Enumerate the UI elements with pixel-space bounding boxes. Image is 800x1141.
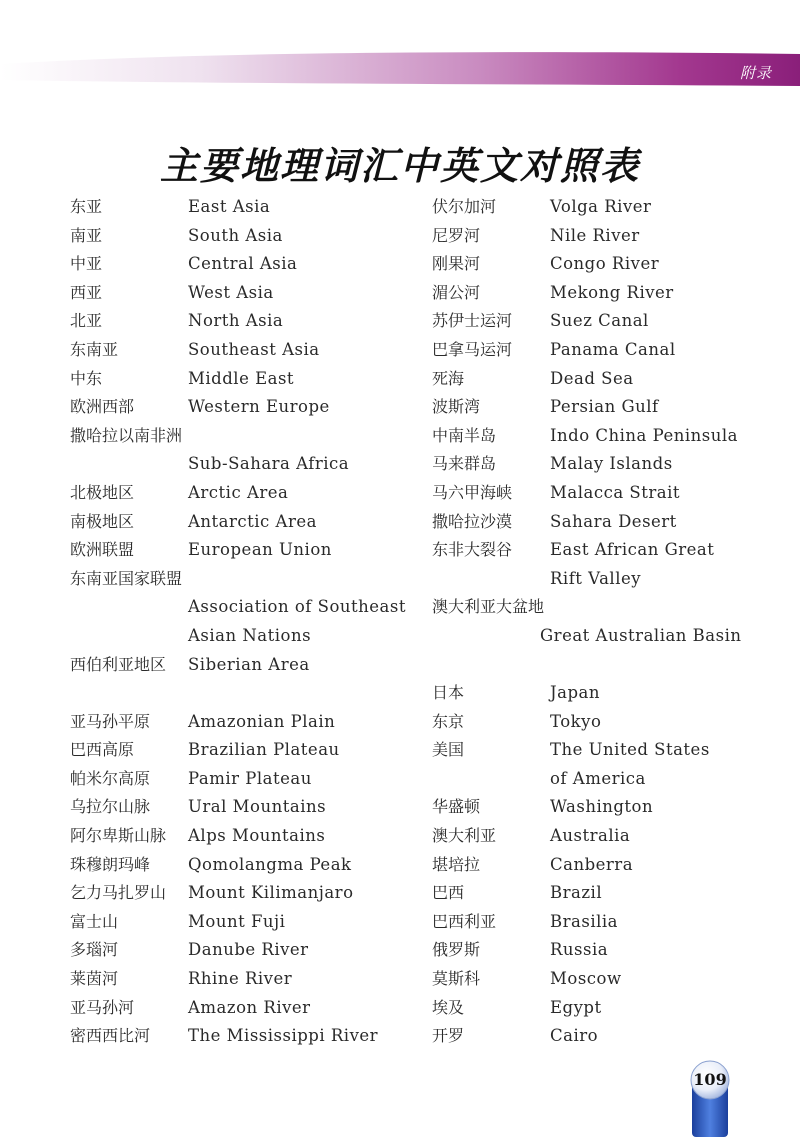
term-chinese: 开罗 <box>432 1026 465 1046</box>
glossary-row <box>70 736 410 765</box>
glossary-row <box>432 250 772 279</box>
header-band-graphic <box>0 50 800 90</box>
term-chinese: 西伯利亚地区 <box>70 654 167 674</box>
page-title: 主要地理词汇中英文对照表 <box>159 144 640 188</box>
term-english: West Asia <box>188 282 274 302</box>
term-english: Western Europe <box>188 397 330 417</box>
term-english: Ural Mountains <box>188 797 327 817</box>
glossary-row <box>432 965 772 994</box>
term-english: Indo China Peninsula <box>550 425 738 445</box>
glossary-row <box>432 336 772 365</box>
term-chinese: 亚马孙河 <box>70 997 135 1017</box>
glossary-row <box>70 508 410 537</box>
glossary-row <box>70 450 410 479</box>
term-english: East African Great <box>550 540 715 560</box>
glossary-row <box>70 765 410 794</box>
term-chinese: 刚果河 <box>432 254 481 274</box>
glossary-row <box>432 307 772 336</box>
term-chinese: 东南亚国家联盟 <box>70 568 183 588</box>
glossary-row <box>70 822 410 851</box>
glossary-row <box>70 193 410 222</box>
page-number: 109 <box>693 1070 727 1089</box>
term-chinese: 中亚 <box>70 254 103 274</box>
glossary-row <box>70 1022 410 1051</box>
term-chinese: 澳大利亚 <box>432 826 497 846</box>
glossary-row <box>70 908 410 937</box>
glossary-row <box>432 593 772 622</box>
term-english: Alps Mountains <box>188 826 326 846</box>
section-label: 附录 <box>739 64 772 82</box>
glossary-row <box>432 193 772 222</box>
glossary-row <box>432 393 772 422</box>
term-english: Sub-Sahara Africa <box>188 454 350 474</box>
term-english: Rift Valley <box>550 568 642 588</box>
left-glossary-column <box>70 193 410 1051</box>
term-english: Australia <box>550 826 631 846</box>
term-chinese: 莱茵河 <box>70 969 119 989</box>
term-english: Mount Kilimanjaro <box>188 883 354 903</box>
glossary-row <box>432 651 772 680</box>
term-english: Great Australian Basin <box>540 625 742 645</box>
header-band <box>0 50 800 90</box>
term-english: Sahara Desert <box>550 511 677 531</box>
glossary-row <box>70 422 410 451</box>
glossary-row <box>70 479 410 508</box>
term-chinese: 东京 <box>432 711 465 731</box>
term-english: Volga River <box>550 197 652 216</box>
term-english: Persian Gulf <box>550 397 659 417</box>
glossary-row <box>70 994 410 1023</box>
term-chinese: 南极地区 <box>70 511 135 531</box>
term-chinese: 巴拿马运河 <box>432 339 513 359</box>
glossary-row <box>432 508 772 537</box>
term-chinese: 死海 <box>432 368 465 388</box>
term-english: European Union <box>188 540 332 560</box>
term-chinese: 澳大利亚大盆地 <box>432 597 545 617</box>
glossary-row <box>432 879 772 908</box>
glossary-row <box>70 336 410 365</box>
term-english: Central Asia <box>188 254 298 274</box>
term-english: Antarctic Area <box>188 511 317 531</box>
term-english: Association of Southeast <box>188 597 406 617</box>
glossary-row <box>70 679 410 708</box>
term-english: The Mississippi River <box>188 1026 379 1046</box>
glossary-row <box>70 965 410 994</box>
glossary-row <box>70 536 410 565</box>
glossary-row <box>432 450 772 479</box>
term-english: Danube River <box>188 940 309 960</box>
term-english: Brazil <box>550 883 603 903</box>
term-english: Canberra <box>550 854 634 874</box>
glossary-row <box>70 851 410 880</box>
term-english: Rhine River <box>188 969 293 989</box>
term-english: Moscow <box>550 969 622 989</box>
glossary-row <box>432 765 772 794</box>
term-chinese: 中东 <box>70 368 103 388</box>
term-english: Russia <box>550 940 609 960</box>
term-english: Nile River <box>550 225 640 245</box>
glossary-row <box>70 393 410 422</box>
term-chinese: 欧洲联盟 <box>70 540 135 560</box>
term-chinese: 珠穆朗玛峰 <box>70 854 151 874</box>
term-chinese: 湄公河 <box>432 282 481 302</box>
term-english: Mount Fuji <box>188 911 286 931</box>
glossary-row <box>70 593 410 622</box>
term-chinese: 巴西利亚 <box>432 911 497 931</box>
glossary-row <box>432 936 772 965</box>
term-english: Panama Canal <box>550 339 676 359</box>
term-english: Asian Nations <box>188 625 312 645</box>
glossary-row <box>432 1022 772 1051</box>
glossary-row <box>70 222 410 251</box>
term-chinese: 俄罗斯 <box>432 940 481 960</box>
term-english: Amazonian Plain <box>188 711 336 731</box>
term-chinese: 中南半岛 <box>432 425 497 445</box>
term-chinese: 东南亚 <box>70 339 119 359</box>
term-chinese: 尼罗河 <box>432 225 481 245</box>
term-chinese: 巴西高原 <box>70 740 135 760</box>
term-chinese: 南亚 <box>70 225 103 245</box>
term-chinese: 密西西比河 <box>70 1026 151 1046</box>
term-chinese: 波斯湾 <box>432 397 481 417</box>
term-english: Qomolangma Peak <box>188 854 352 874</box>
term-english: Siberian Area <box>188 654 310 674</box>
glossary-row <box>70 250 410 279</box>
glossary-row <box>432 679 772 708</box>
glossary-row <box>70 793 410 822</box>
term-english: Cairo <box>550 1026 599 1046</box>
term-english: Malay Islands <box>550 454 673 474</box>
glossary-row <box>432 622 772 651</box>
term-english: The United States <box>550 740 710 760</box>
term-chinese: 日本 <box>432 683 465 703</box>
term-english: Brasilia <box>550 911 618 931</box>
term-english: Pamir Plateau <box>188 768 312 788</box>
term-chinese: 伏尔加河 <box>432 197 497 216</box>
term-chinese: 马六甲海峡 <box>432 482 513 502</box>
term-chinese: 西亚 <box>70 282 103 302</box>
term-chinese: 撒哈拉沙漠 <box>432 511 513 531</box>
glossary-row <box>70 879 410 908</box>
term-chinese: 北极地区 <box>70 482 135 502</box>
term-english: Mekong River <box>550 282 674 302</box>
glossary-row <box>70 565 410 594</box>
glossary-row <box>432 565 772 594</box>
term-english: Congo River <box>550 254 660 274</box>
glossary-row <box>432 365 772 394</box>
term-english: Brazilian Plateau <box>188 740 340 760</box>
glossary-row <box>432 479 772 508</box>
term-chinese: 欧洲西部 <box>70 397 135 417</box>
term-english: Washington <box>550 797 654 817</box>
glossary-row <box>70 622 410 651</box>
term-english: Egypt <box>550 997 602 1017</box>
term-chinese: 巴西 <box>432 883 465 903</box>
term-chinese: 乞力马扎罗山 <box>70 883 167 903</box>
glossary-row <box>70 936 410 965</box>
glossary-row <box>70 708 410 737</box>
term-english: East Asia <box>188 197 271 216</box>
term-chinese: 苏伊士运河 <box>432 311 513 331</box>
term-chinese: 撒哈拉以南非洲 <box>70 425 183 445</box>
term-chinese: 阿尔卑斯山脉 <box>70 826 167 846</box>
term-chinese: 富士山 <box>70 911 119 931</box>
glossary-row <box>70 307 410 336</box>
glossary-row <box>432 279 772 308</box>
glossary-row <box>70 365 410 394</box>
term-chinese: 马来群岛 <box>432 454 497 474</box>
term-english: Suez Canal <box>550 311 649 331</box>
term-english: Arctic Area <box>188 482 289 502</box>
term-chinese: 亚马孙平原 <box>70 711 151 731</box>
glossary-row <box>70 279 410 308</box>
glossary-row <box>432 422 772 451</box>
term-chinese: 堪培拉 <box>432 854 481 874</box>
term-english: Southeast Asia <box>188 339 320 359</box>
term-english: Japan <box>550 683 600 703</box>
term-chinese: 帕米尔高原 <box>70 768 151 788</box>
term-chinese: 埃及 <box>432 997 465 1017</box>
glossary-row <box>432 908 772 937</box>
term-english: Amazon River <box>188 997 311 1017</box>
term-chinese: 美国 <box>432 740 465 760</box>
term-english: North Asia <box>188 311 284 331</box>
page-number-tab <box>688 1058 732 1137</box>
glossary-row <box>70 651 410 680</box>
term-chinese: 东亚 <box>70 197 103 216</box>
glossary-row <box>432 736 772 765</box>
term-english: Middle East <box>188 368 295 388</box>
term-english: Tokyo <box>550 711 602 731</box>
glossary-row <box>432 851 772 880</box>
glossary-row <box>432 708 772 737</box>
term-english: Malacca Strait <box>550 482 680 502</box>
term-chinese: 莫斯科 <box>432 969 481 989</box>
glossary-row <box>432 793 772 822</box>
term-chinese: 东非大裂谷 <box>432 540 513 560</box>
term-chinese: 北亚 <box>70 311 103 331</box>
right-glossary-column <box>432 193 772 1051</box>
glossary-row <box>432 822 772 851</box>
term-chinese: 乌拉尔山脉 <box>70 797 151 817</box>
term-chinese: 华盛顿 <box>432 797 481 817</box>
term-english: of America <box>550 768 646 788</box>
term-english: Dead Sea <box>550 368 634 388</box>
glossary-row <box>432 536 772 565</box>
term-chinese: 多瑙河 <box>70 940 119 960</box>
term-english: South Asia <box>188 225 283 245</box>
glossary-row <box>432 222 772 251</box>
glossary-row <box>432 994 772 1023</box>
